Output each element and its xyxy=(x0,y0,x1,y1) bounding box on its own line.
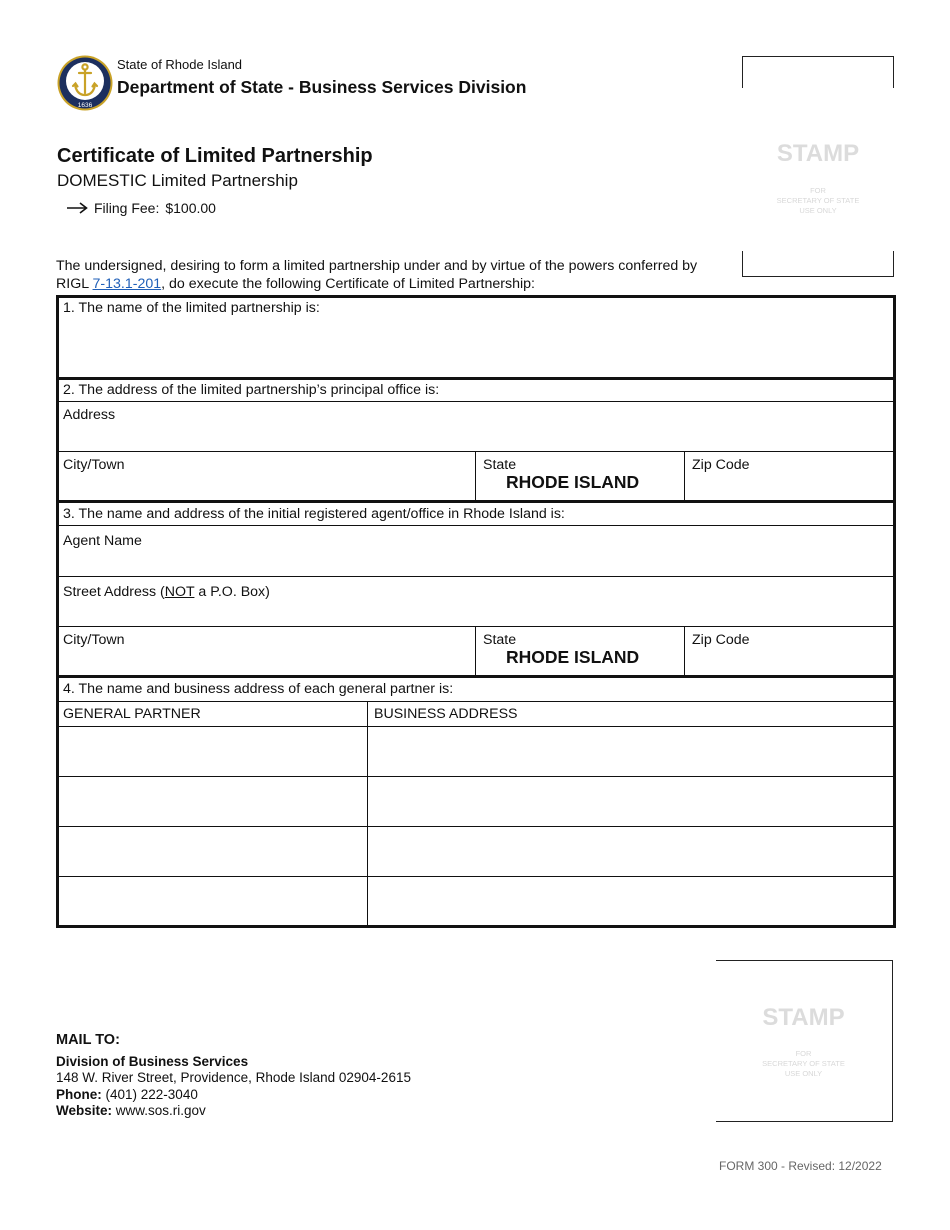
stamp-label: STAMP xyxy=(762,1004,845,1031)
divider xyxy=(684,627,685,676)
svg-text:1636: 1636 xyxy=(77,102,93,109)
section3-header xyxy=(56,502,896,525)
divider xyxy=(56,377,896,380)
department-name: Department of State - Business Services Division xyxy=(117,77,527,97)
divider xyxy=(56,500,896,503)
partner-name-field-4[interactable] xyxy=(56,877,368,928)
rigl-link[interactable]: 7-13.1-201 xyxy=(92,276,162,292)
stamp-area-top xyxy=(742,56,894,277)
agent-street-field[interactable] xyxy=(56,577,896,626)
state-label: State xyxy=(483,632,517,648)
divider xyxy=(56,876,896,877)
general-partner-column-header: GENERAL PARTNER xyxy=(63,706,201,722)
page-title: Certificate of Limited Partnership xyxy=(57,145,373,167)
section2-label: 2. The address of the limited partnership’s principal office is: xyxy=(63,382,440,398)
divider xyxy=(56,675,896,678)
divider xyxy=(475,452,476,501)
stamp-area-bottom xyxy=(714,960,893,1122)
section4-label: 4. The name and business address of each general partner is: xyxy=(63,681,454,697)
mail-address: 148 W. River Street, Providence, Rhode Island 02904-2615 xyxy=(56,1070,411,1085)
partner-name-field-2[interactable] xyxy=(56,777,368,826)
division-name: Division of Business Services xyxy=(56,1053,249,1069)
divider xyxy=(475,627,476,676)
agent-zip-field[interactable] xyxy=(685,627,896,675)
stamp-note: FOR SECRETARY OF STATE USE ONLY xyxy=(776,186,860,215)
form-number: FORM 300 - Revised: 12/2022 xyxy=(719,1159,882,1173)
website-line: Website: www.sos.ri.gov xyxy=(56,1103,206,1118)
certificate-form xyxy=(56,295,896,928)
zip-label: Zip Code xyxy=(692,632,750,648)
partner-address-field-1[interactable] xyxy=(368,727,896,776)
divider xyxy=(56,401,896,402)
section3-label: 3. The name and address of the initial registered agent/office in Rhode Island is: xyxy=(63,506,565,522)
agent-city-field[interactable] xyxy=(56,627,476,675)
divider xyxy=(56,826,896,827)
divider xyxy=(56,576,896,577)
stamp-label: STAMP xyxy=(776,140,860,167)
partner-address-field-2[interactable] xyxy=(368,777,896,826)
divider xyxy=(56,451,896,452)
agent-name-label: Agent Name xyxy=(63,533,142,549)
section1-label: 1. The name of the limited partnership is: xyxy=(63,300,320,316)
business-address-column-header: BUSINESS ADDRESS xyxy=(374,706,518,722)
partner-name-field-1[interactable] xyxy=(56,727,368,776)
filing-fee-value: $100.00 xyxy=(165,200,216,216)
page-subtitle: DOMESTIC Limited Partnership xyxy=(57,171,298,190)
divider xyxy=(56,776,896,777)
mail-heading: MAIL TO: xyxy=(56,1032,120,1048)
intro-paragraph: The undersigned, desiring to form a limited partnership under and by virtue of the powers conferred by RIGL 7-13.1-201, do execute the following Certificate of Limited Partnership: xyxy=(56,258,698,292)
mail-to-block xyxy=(56,1032,411,1120)
section4-header xyxy=(56,677,896,701)
state-value: RHODE ISLAND xyxy=(506,472,640,492)
agent-name-field[interactable] xyxy=(56,526,896,576)
city-label: City/Town xyxy=(63,632,125,648)
address-label: Address xyxy=(63,407,116,423)
divider xyxy=(56,726,896,727)
filing-fee xyxy=(66,200,216,216)
divider xyxy=(56,626,896,627)
state-label: State xyxy=(483,457,517,473)
section2-header xyxy=(56,379,896,401)
partner-address-field-4[interactable] xyxy=(368,877,896,928)
phone-line: Phone: (401) 222-3040 xyxy=(56,1086,198,1102)
principal-state-field xyxy=(476,452,685,500)
divider xyxy=(56,701,896,702)
divider xyxy=(56,525,896,526)
agent-state-field xyxy=(476,627,685,675)
principal-zip-field[interactable] xyxy=(685,452,896,500)
city-label: City/Town xyxy=(63,457,125,473)
principal-address-field[interactable] xyxy=(56,402,896,451)
partnership-name-field[interactable] xyxy=(56,295,896,378)
zip-label: Zip Code xyxy=(692,457,750,473)
principal-city-field[interactable] xyxy=(56,452,476,500)
filing-fee-label: Filing Fee: xyxy=(94,200,160,216)
anchor-seal-icon xyxy=(57,55,113,111)
stamp-note: FOR SECRETARY OF STATE USE ONLY xyxy=(762,1049,845,1078)
partner-address-field-3[interactable] xyxy=(368,827,896,876)
state-seal xyxy=(57,55,113,111)
arrow-right-icon xyxy=(66,202,88,214)
divider xyxy=(684,452,685,501)
partner-name-field-3[interactable] xyxy=(56,827,368,876)
state-value: RHODE ISLAND xyxy=(506,647,640,667)
divider xyxy=(367,702,368,928)
state-name: State of Rhode Island xyxy=(117,57,243,72)
street-address-label: Street Address (NOT a P.O. Box) xyxy=(63,584,270,600)
website-link[interactable]: www.sos.ri.gov xyxy=(115,1103,206,1118)
